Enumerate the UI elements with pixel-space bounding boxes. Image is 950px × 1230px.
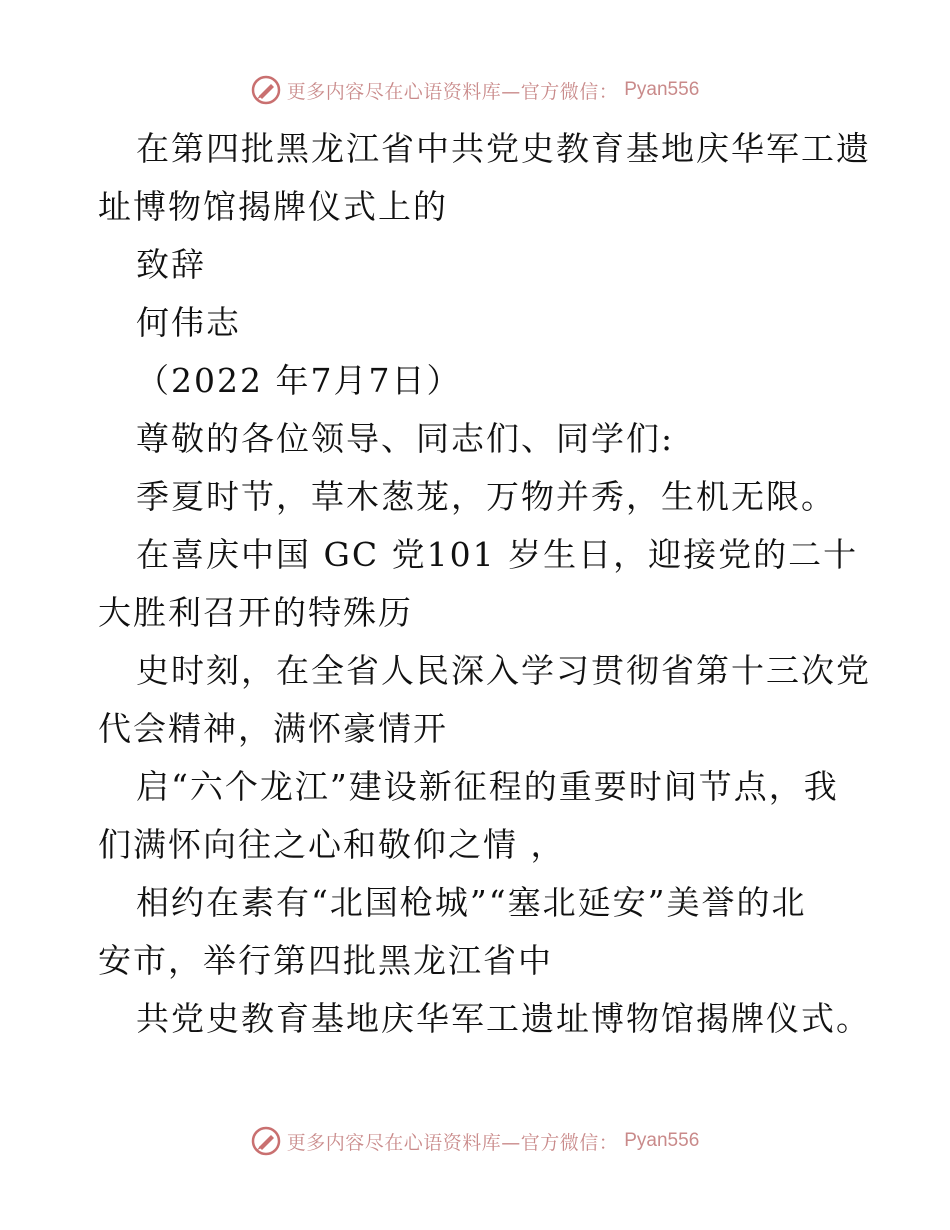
document-body xyxy=(98,120,871,1048)
paragraph-line: 安市，举行第四批黑龙江省中 xyxy=(98,941,553,980)
title-line-3: 致辞 xyxy=(136,245,206,284)
paragraph-line: 们满怀向往之心和敬仰之情 ， xyxy=(98,825,566,864)
watermark-text: 更多内容尽在心语资料库—官方微信： xyxy=(286,1131,619,1154)
paragraph-line: 启“六个龙江”建设新征程的重要时间节点，我 xyxy=(136,767,839,806)
title-line-2: 址博物馆揭牌仪式上的 xyxy=(98,187,448,226)
paragraph-line: 史时刻，在全省人民深入学习贯彻省第十三次党 xyxy=(136,651,871,690)
date-line: （2022 年7月7日） xyxy=(136,361,462,400)
paragraph-line: 相约在素有“北国枪城”“塞北延安”美誉的北 xyxy=(136,883,807,922)
paragraph-line: 大胜利召开的特殊历 xyxy=(98,593,413,632)
watermark-footer xyxy=(0,1124,950,1158)
watermark-text: 更多内容尽在心语资料库—官方微信： xyxy=(286,80,619,103)
paragraph-line: 代会精神，满怀豪情开 xyxy=(98,709,448,748)
title-line-1: 在第四批黑龙江省中共党史教育基地庆华军工遗 xyxy=(136,129,871,168)
paragraph-line: 在喜庆中国 GC 党101 岁生日，迎接党的二十 xyxy=(136,535,859,574)
watermark-wechat-id: Pyan556 xyxy=(624,79,700,100)
salutation: 尊敬的各位领导、同志们、同学们: xyxy=(136,419,675,458)
pen-logo-icon xyxy=(251,75,281,105)
watermark-wechat-id: Pyan556 xyxy=(624,1130,700,1151)
pen-logo-icon xyxy=(251,1126,281,1156)
author-name: 何伟志 xyxy=(136,303,241,342)
watermark-header xyxy=(0,73,950,107)
paragraph-line: 季夏时节，草木葱茏，万物并秀，生机无限。 xyxy=(136,477,836,516)
paragraph-line: 共党史教育基地庆华军工遗址博物馆揭牌仪式。 xyxy=(136,999,871,1038)
